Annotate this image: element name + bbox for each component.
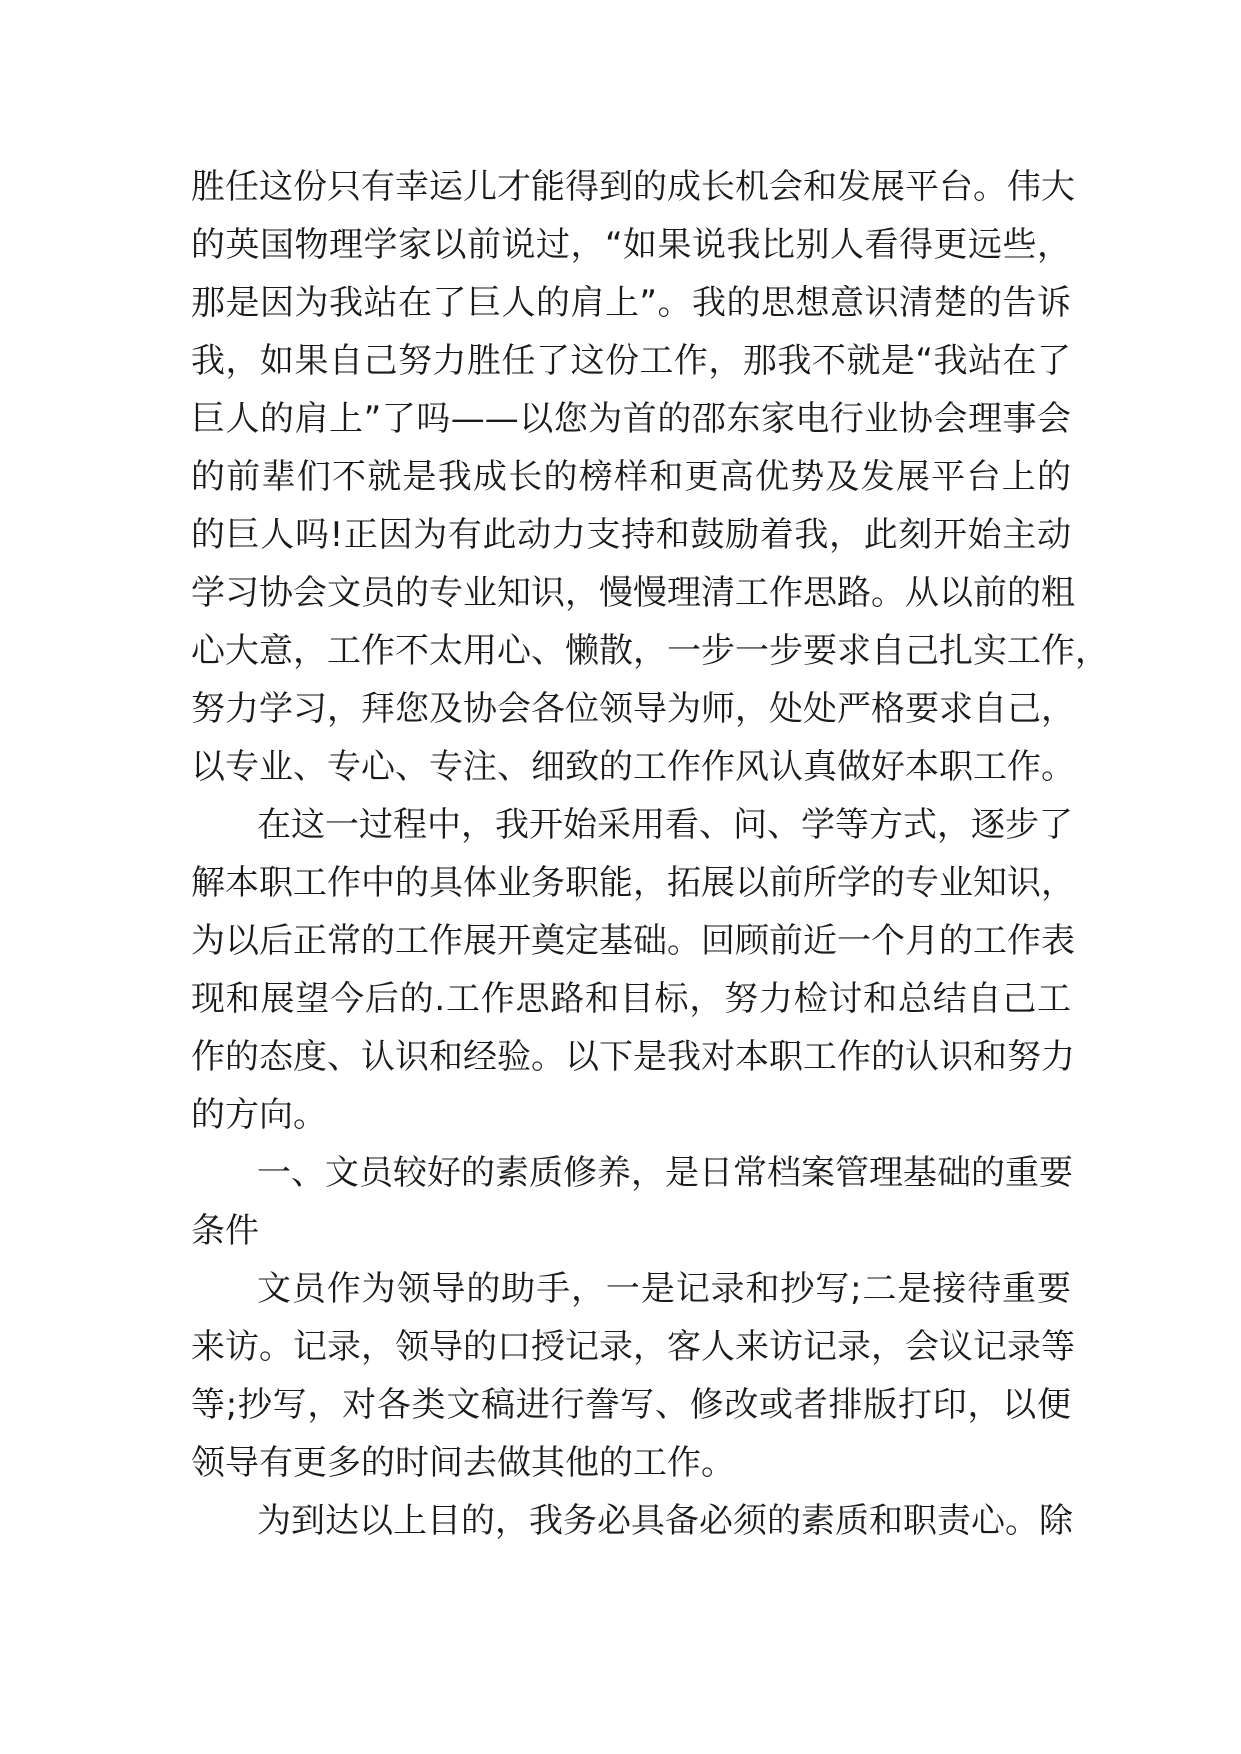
paragraph-qualities bbox=[191, 1492, 1071, 1550]
text-line: 努力学习，拜您及协会各位领导为师，处处严格要求自己， bbox=[191, 689, 1075, 729]
text-line: 解本职工作中的具体业务职能，拓展以前所学的专业知识， bbox=[191, 863, 1075, 903]
text-line: 学习协会文员的专业知识，慢慢理清工作思路。从以前的粗 bbox=[191, 573, 1075, 613]
paragraph-process bbox=[191, 796, 1075, 1144]
heading-line: 一、文员较好的素质修养，是日常档案管理基础的重要 bbox=[257, 1153, 1073, 1193]
text-line: 的巨人吗!正因为有此动力支持和鼓励着我，此刻开始主动 bbox=[191, 515, 1071, 555]
text-line: 为到达以上目的，我务必具备必须的素质和职责心。除 bbox=[257, 1501, 1073, 1541]
text-line: 那是因为我站在了巨人的肩上”。我的思想意识清楚的告诉 bbox=[191, 283, 1071, 323]
paragraph-assistant-role bbox=[191, 1260, 1075, 1492]
text-line: 现和展望今后的.工作思路和目标，努力检讨和总结自己工 bbox=[191, 979, 1071, 1019]
paragraph-continuation bbox=[191, 158, 1109, 796]
text-line: 文员作为领导的助手，一是记录和抄写;二是接待重要 bbox=[257, 1269, 1071, 1309]
text-line: 胜任这份只有幸运儿才能得到的成长机会和发展平台。伟大 bbox=[191, 167, 1075, 207]
text-line: 在这一过程中，我开始采用看、问、学等方式，逐步了 bbox=[257, 805, 1073, 845]
text-line: 领导有更多的时间去做其他的工作。 bbox=[191, 1443, 735, 1483]
text-line: 来访。记录，领导的口授记录，客人来访记录，会议记录等 bbox=[191, 1327, 1075, 1367]
text-line: 以专业、专心、专注、细致的工作作风认真做好本职工作。 bbox=[191, 747, 1075, 787]
section-heading-one bbox=[191, 1144, 1071, 1260]
text-line: 的英国物理学家以前说过，“如果说我比别人看得更远些， bbox=[191, 225, 1071, 265]
text-line: 作的态度、认识和经验。以下是我对本职工作的认识和努力 bbox=[191, 1037, 1075, 1077]
text-line: 心大意，工作不太用心、懒散，一步一步要求自己扎实工作， bbox=[191, 631, 1109, 671]
heading-line: 条件 bbox=[191, 1211, 259, 1251]
text-line: 巨人的肩上”了吗——以您为首的邵东家电行业协会理事会 bbox=[191, 399, 1071, 439]
text-line: 为以后正常的工作展开奠定基础。回顾前近一个月的工作表 bbox=[191, 921, 1075, 961]
text-line: 我，如果自己努力胜任了这份工作，那我不就是“我站在了 bbox=[191, 341, 1071, 381]
text-line: 的方向。 bbox=[191, 1095, 327, 1135]
text-line: 等;抄写，对各类文稿进行誊写、修改或者排版打印，以便 bbox=[191, 1385, 1071, 1425]
document-body bbox=[191, 158, 1109, 1550]
text-line: 的前辈们不就是我成长的榜样和更高优势及发展平台上的 bbox=[191, 457, 1071, 497]
